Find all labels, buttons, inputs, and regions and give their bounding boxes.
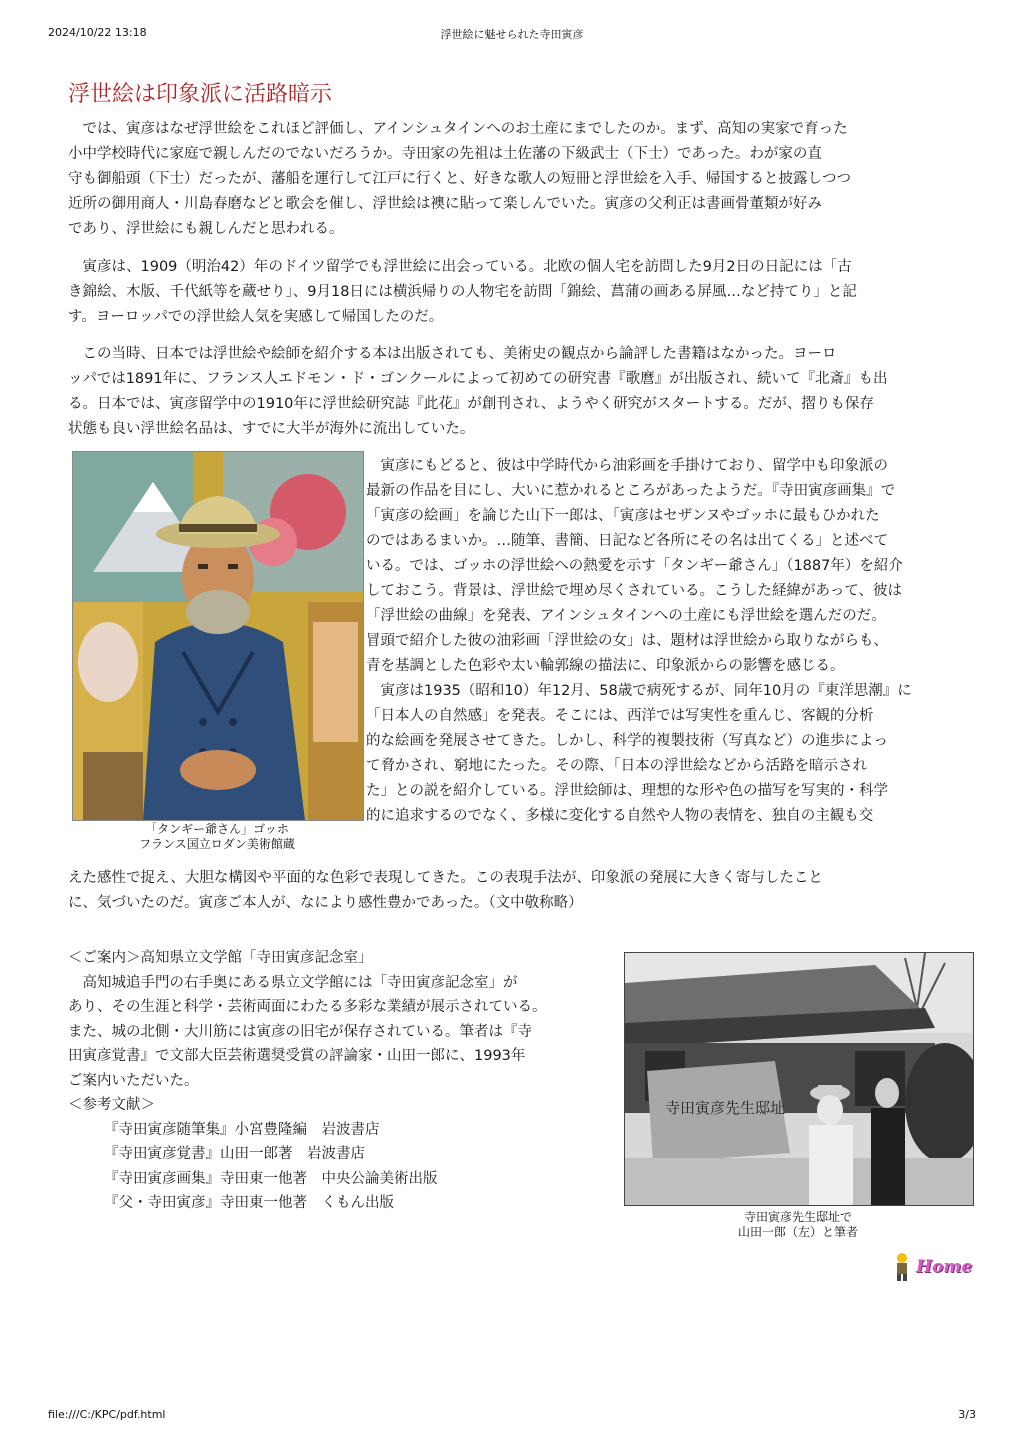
text-line: き錦絵、木版、千代紙等を蔵せり」、9月18日には横浜帰りの人物宅を訪問「錦絵、菖蒲の画ある屏風…など持てり」と記 (68, 284, 857, 300)
text-line: のではあるまいか。…随筆、書簡、日記など各所にその名は出てくる」と述べて (366, 533, 888, 549)
text-line: て脅かされ、窮地にたった。その際、「日本の浮世絵などから活路を暗示され (366, 758, 868, 774)
text-line: 寅彦にもどると、彼は中学時代から油彩画を手掛けており、留学中も印象派の (366, 458, 888, 474)
painting-pere-tanguy (72, 451, 364, 821)
guide-section (68, 946, 547, 1216)
print-timestamp: 2024/10/22 13:18 (48, 26, 147, 39)
text-line: では、寅彦はなぜ浮世絵をこれほど評価し、アインシュタインへのお土産にまでしたのか。まず、高知の実家で育った (68, 121, 848, 137)
text-line: 寅彦は、1909（明治42）年のドイツ留学でも浮世絵に出会っている。北欧の個人宅を訪問した9月2日の日記には「古 (68, 259, 852, 275)
caption-line: フランス国立ロダン美術館蔵 (139, 837, 295, 851)
home-link[interactable] (892, 1250, 982, 1284)
text-line: であり、浮世絵にも親しんだと思われる。 (68, 221, 344, 237)
text-line: す。ヨーロッパでの浮世絵人気を実感して帰国したのだ。 (68, 309, 444, 325)
text-line: 的に追求するのでなく、多様に変化する自然や人物の表情を、独自の主観も交 (366, 808, 874, 824)
text-line: 的な絵画を発展させてきた。しかし、科学的複製技術（写真など）の進歩によっ (366, 733, 888, 749)
text-line: えた感性で捉え、大胆な構図や平面的な色彩で表現してきた。この表現手法が、印象派の発展に大きく寄与したこと (68, 870, 823, 886)
print-page-number: 3/3 (958, 1408, 976, 1421)
text-line: この当時、日本では浮世絵や絵師を紹介する本は出版されても、美術史の観点から論評した書籍はなかった。ヨーロ (68, 346, 837, 362)
text-line: に、気づいたのだ。寅彦ご本人が、なにより感性豊かであった。（文中敬称略） (68, 895, 583, 911)
text-line: る。日本では、寅彦留学中の1910年に浮世絵研究誌『此花』が創刊され、ようやく研究がスタートする。だが、摺りも保存 (68, 396, 874, 412)
guide-heading: ＜ご案内＞高知県立文学館「寺田寅彦記念室」 (68, 950, 373, 966)
guide-line: 高知城追手門の右手奥にある県立文学館には「寺田寅彦記念室」が (68, 974, 518, 991)
paragraph-2 (68, 255, 857, 330)
painting-caption (72, 822, 362, 852)
paragraph-3 (68, 342, 887, 442)
text-line: 守も御船頭（下士）だったが、藩船を運行して江戸に行くと、好きな歌人の短冊と浮世絵を入手、帰国すると披露しつつ (68, 171, 851, 187)
caption-line: 「タンギー爺さん」ゴッホ (145, 822, 289, 836)
section-heading: 浮世絵は印象派に活路暗示 (68, 82, 333, 107)
print-url: file:///C:/KPC/pdf.html (48, 1408, 166, 1421)
paragraph-4 (366, 454, 912, 829)
reference-item: 『父・寺田寅彦』寺田東一他著 くもん出版 (104, 1195, 394, 1211)
guide-line: あり、その生涯と科学・芸術両面にわたる多彩な業績が展示されている。 (68, 999, 547, 1015)
caption-line: 寺田寅彦先生邸址で (743, 1210, 852, 1224)
text-line: しておこう。背景は、浮世絵で埋め尽くされている。こうした経緯があって、彼は (366, 583, 903, 599)
photo-residence-site (624, 952, 974, 1206)
text-line: いる。では、ゴッホの浮世絵への熱愛を示す「タンギー爺さん」（1887年）を紹介 (366, 558, 903, 574)
text-line: ッパでは1891年に、フランス人エドモン・ド・ゴンクールによって初めての研究書『歌麿』が出版され、続いて『北斎』も出 (68, 371, 888, 387)
guide-line: また、城の北側・大川筋には寅彦の旧宅が保存されている。筆者は『寺 (68, 1023, 532, 1040)
reference-item: 『寺田寅彦随筆集』小宮豊隆編 岩波書店 (104, 1121, 380, 1138)
reference-item: 『寺田寅彦覚書』山田一郎著 岩波書店 (104, 1146, 365, 1162)
text-line: 冒頭で紹介した彼の油彩画「浮世絵の女」は、題材は浮世絵から取りながらも、 (366, 633, 888, 649)
text-line: 「日本人の自然感」を発表。そこには、西洋では写実性を重んじ、客観的分析 (366, 708, 874, 724)
reference-item: 『寺田寅彦画集』寺田東一他著 中央公論美術出版 (104, 1170, 438, 1187)
photo-caption (624, 1210, 972, 1240)
paragraph-5 (68, 866, 823, 916)
text-line: 「浮世絵の曲線」を発表、アインシュタインへの土産にも浮世絵を選んだのだ。 (366, 608, 886, 624)
text-line: 小中学校時代に家庭で親しんだのでないだろうか。寺田家の先祖は土佐藩の下級武士（下士）であった。わが家の直 (68, 146, 822, 162)
text-line: 状態も良い浮世絵名品は、すでに大半が海外に流出していた。 (68, 421, 475, 437)
guide-line: ご案内いただいた。 (68, 1072, 199, 1089)
text-line: た」との説を紹介している。浮世絵師は、理想的な形や色の描写を写実的・科学 (366, 783, 888, 799)
person-icon (892, 1252, 912, 1282)
caption-line: 山田一郎（左）と筆者 (737, 1225, 858, 1239)
photo-sign-text: 寺田寅彦先生邸址 (665, 1099, 786, 1117)
references-heading: ＜参考文献＞ (68, 1097, 155, 1113)
text-line: 「寅彦の絵画」を論じた山下一郎は、「寅彦はセザンヌやゴッホに最もひかれた (366, 508, 880, 524)
text-line: 寅彦は1935（昭和10）年12月、58歳で病死するが、同年10月の『東洋思潮』に (366, 683, 912, 699)
home-label: Home (916, 1257, 973, 1277)
paragraph-1 (68, 117, 851, 242)
print-doc-title: 浮世絵に魅せられた寺田寅彦 (440, 28, 584, 41)
guide-line: 田寅彦覚書』で文部大臣芸術選奨受賞の評論家・山田一郎に、1993年 (68, 1048, 526, 1064)
text-line: 最新の作品を目にし、大いに惹かれるところがあったようだ。『寺田寅彦画集』で (366, 483, 896, 499)
text-line: 近所の御用商人・川島春磨などと歌会を催し、浮世絵は襖に貼って楽しんでいた。寅彦の父利正は書画骨董類が好み (68, 196, 822, 212)
text-line: 青を基調とした色彩や太い輪郭線の描法に、印象派からの影響を感じる。 (366, 658, 845, 674)
